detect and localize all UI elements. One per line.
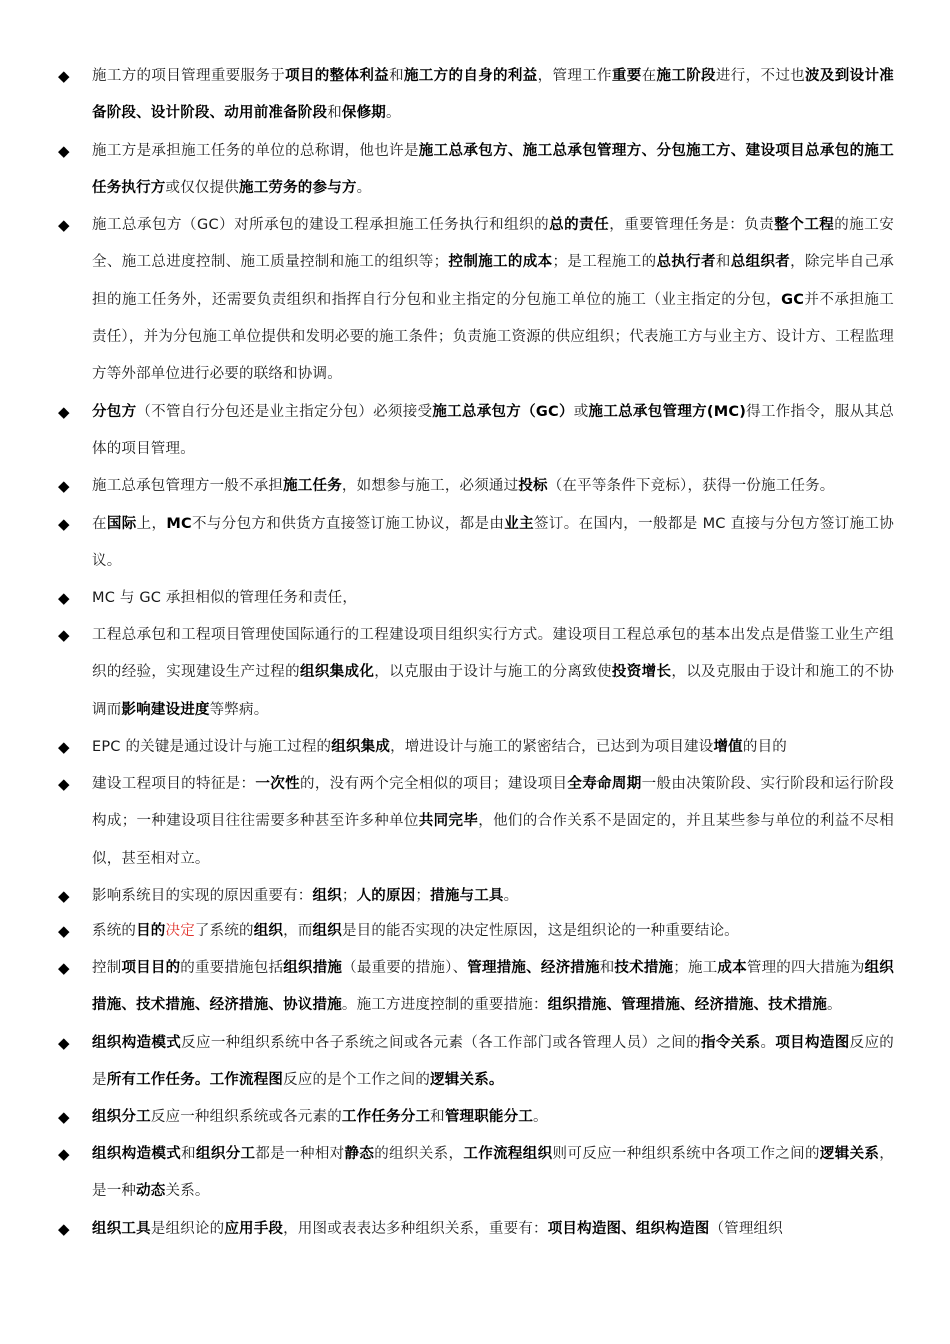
bold-text: 项目构造图	[775, 1034, 850, 1051]
bold-text: 组织集成	[331, 739, 391, 756]
bold-text: 设计准备阶段、设计阶段、动用前准备阶段	[92, 68, 895, 122]
text-run: （最重要的措施）、	[342, 959, 468, 976]
text-run: 管理的四大措施为	[746, 959, 865, 976]
text-run: 上，	[136, 515, 167, 532]
bold-text: 国际	[106, 515, 137, 532]
bold-text: 所有工作任务。工作流程图	[106, 1071, 284, 1088]
list-item	[58, 133, 894, 208]
bold-text: 组织	[253, 922, 284, 939]
bold-text: 动态	[136, 1183, 166, 1200]
bold-text: 施工方的自身的利益	[403, 68, 538, 84]
bold-text: 控制施工的成本	[448, 254, 553, 271]
bold-text: 投标	[518, 478, 548, 495]
list-item	[58, 207, 894, 393]
list-item	[58, 1211, 894, 1248]
text-run: 或仅仅提供	[165, 179, 239, 196]
text-run: ，以及克服由于设计和施工的不协调而	[92, 664, 895, 718]
bold-text: 施工任务	[283, 478, 342, 495]
bold-text: 逻辑关系。	[430, 1071, 504, 1088]
text-run: 和	[430, 1109, 445, 1126]
list-item	[58, 506, 894, 581]
text-run: 和	[327, 105, 342, 122]
text-run: ，他们的合作关系不是固定的，并且某些参与单位的利益不尽相似，甚至相对立。	[92, 813, 894, 867]
text-run: 控制	[92, 959, 122, 976]
list-item	[58, 394, 894, 469]
text-run: 反应一种组织系统中各子系统之间或各元素（各工作部门或各管理人员）之间的	[181, 1034, 702, 1051]
bold-text: 应用手段	[224, 1220, 284, 1237]
diamond-bullet-icon: ◆	[58, 738, 70, 757]
list-item	[58, 766, 894, 878]
text-run: 的组织关系，	[374, 1146, 464, 1163]
bullet-list	[58, 58, 894, 1248]
text-run: ，以克服由于设计与施工的分离致使	[374, 664, 612, 681]
bold-text: 整个工程	[774, 217, 835, 234]
bold-text: 组织构造模式	[92, 1146, 182, 1163]
text-run: 系统的	[92, 922, 137, 939]
bold-text: 组织分工	[195, 1146, 256, 1163]
bold-text: 保修期	[341, 105, 387, 122]
bold-text: 影响建设进度	[121, 701, 210, 718]
bold-text: 施工总承包方（GC）	[432, 403, 574, 420]
list-item	[58, 1025, 894, 1100]
bold-text: 成本	[717, 959, 747, 976]
list-item	[58, 1136, 894, 1211]
diamond-bullet-icon: ◆	[58, 626, 70, 645]
bold-text: 人的原因	[356, 887, 416, 904]
text-run: 施工方的项目管理重要服务于	[92, 68, 286, 84]
text-run: 关系。	[165, 1183, 210, 1200]
bold-text: 施工总承包方、施工总承包管理方、分包施工方、建设项目总承包的施工任务执行方	[92, 142, 894, 196]
text-run: 并不承担施工责任），并为分包施工单位提供和发明必要的施工条件；负责施工资源的供应组织；代表施工方与业主方、设计方、工程监理方等外部单位进行必要的联络和协调。	[92, 291, 894, 383]
diamond-bullet-icon: ◆	[58, 886, 70, 905]
text-run: MC 与 GC 承担相似的管理任务和责任，	[92, 590, 358, 607]
bold-text: 组织构造模式	[92, 1034, 182, 1051]
text-run: 则可反应一种组织系统中各项工作之间的	[552, 1146, 820, 1163]
bold-text: GC	[781, 291, 805, 308]
text-run: （不管自行分包还是业主指定分包）必须接受	[136, 403, 433, 420]
bold-text: 组织措施、管理措施、经济措施、技术措施	[547, 997, 828, 1014]
text-run: 施工总承包管理方一般不承担	[92, 478, 284, 495]
bold-text: 施工阶段	[656, 68, 716, 84]
bold-text: 组织措施、技术措施、经济措施、协议措施	[92, 959, 894, 1014]
text-run: 和	[715, 254, 731, 271]
text-run: （管理组织	[709, 1220, 783, 1237]
text-run: 和	[389, 68, 404, 84]
text-run: ，如想参与施工，必须通过	[341, 478, 519, 495]
diamond-bullet-icon: ◆	[58, 589, 70, 608]
text-run: 。	[386, 105, 401, 122]
diamond-bullet-icon: ◆	[58, 1108, 70, 1127]
diamond-bullet-icon: ◆	[58, 921, 70, 940]
text-run: 的施工安全、施工总进度控制、施工质量控制和施工的组织等；	[92, 217, 894, 271]
bold-text: 组织集成化	[299, 664, 375, 681]
bold-text: 组织工具	[92, 1220, 151, 1237]
bold-text: 管理措施、经济措施	[467, 959, 600, 976]
bold-text: 施工劳务的参与方	[239, 179, 357, 196]
bold-text: 项目目的	[121, 959, 181, 976]
text-run: 反应的是个工作之间的	[283, 1071, 431, 1088]
diamond-bullet-icon: ◆	[58, 1145, 70, 1164]
text-run: ，用图或表表达多种组织关系，重要有：	[283, 1220, 548, 1237]
diamond-bullet-icon: ◆	[58, 67, 70, 85]
bold-text: 分包方	[92, 403, 137, 420]
text-run: 在	[641, 68, 657, 84]
text-run: EPC 的关键是通过设计与施工过程的	[92, 739, 332, 756]
list-item	[58, 468, 894, 505]
text-run: 影响系统目的实现的原因重要有：	[92, 887, 313, 904]
text-run: 。	[827, 997, 842, 1014]
bold-text: 增值	[713, 739, 743, 756]
diamond-bullet-icon: ◆	[58, 477, 70, 496]
list-item	[58, 950, 894, 1025]
diamond-bullet-icon: ◆	[58, 1033, 70, 1052]
bold-text: 施工总承包管理方(MC)	[588, 403, 747, 420]
text-run: ，而	[283, 922, 313, 939]
text-run: ；施工	[673, 959, 718, 976]
bold-text: 重要	[611, 68, 642, 84]
text-run: ，除完毕自己承担的施工任务外，还需要负责组织和指挥自行分包和业主指定的分包施工单位的施工（业主指定的分包，	[92, 254, 894, 308]
text-run: 进行，不过也	[715, 68, 806, 84]
text-run: ，管理工作	[537, 68, 612, 84]
text-run: 。	[760, 1034, 776, 1051]
text-run: 在	[92, 515, 107, 532]
bold-text: 波及到	[805, 68, 850, 84]
text-run: ，重要管理任务是：负责	[609, 217, 775, 234]
bold-text: 总组织者	[730, 254, 791, 271]
text-run: 。施工方进度控制的重要措施：	[341, 997, 548, 1014]
list-item	[58, 880, 894, 913]
diamond-bullet-icon: ◆	[58, 514, 70, 533]
text-run: 反应一种组织系统或各元素的	[150, 1109, 342, 1126]
diamond-bullet-icon: ◆	[58, 775, 70, 794]
text-run: 的目的	[742, 739, 787, 756]
bold-text: 总执行者	[656, 254, 716, 271]
text-run: ；	[415, 887, 431, 904]
bold-text: 投资增长	[611, 664, 672, 681]
text-run: 工程总承包和工程项目管理使国际通行的工程建设项目组织实行方式。建设项目工程总承包的基本出发点是借鉴工业生产组织的经验，实现建设生产过程的	[92, 627, 894, 681]
bold-text: 指令关系	[701, 1034, 761, 1051]
text-run: 施工总承包方（GC）对所承包的建设工程承担施工任务执行和组织的	[92, 217, 550, 234]
text-run: 是目的能否实现的决定性原因，这是组织论的一种重要结论。	[341, 922, 739, 939]
list-item	[58, 731, 894, 764]
bold-text: 共同完毕	[418, 813, 479, 830]
text-run: 了系统的	[194, 922, 254, 939]
text-run: 等弊病。	[209, 701, 269, 718]
text-run: 得工作指令，服从其总体的项目管理。	[92, 403, 895, 457]
bold-text: 工作流程组织	[463, 1146, 553, 1163]
highlight-text: 决定	[165, 922, 195, 939]
text-run: 和	[181, 1146, 196, 1163]
bold-text: 一次性	[255, 776, 300, 793]
text-run: ；	[341, 887, 357, 904]
text-run: 的，没有两个完全相似的项目；建设项目	[299, 776, 568, 793]
bold-text: 逻辑关系	[819, 1146, 880, 1163]
text-run: 不与分包方和供货方直接签订施工协议，都是由	[191, 515, 505, 532]
text-run: 建设工程项目的特征是：	[92, 776, 256, 793]
text-run: 施工方是承担施工任务的单位的总称谓，他也许是	[92, 142, 419, 159]
text-run: 。	[503, 887, 519, 904]
text-run: 。	[356, 179, 372, 196]
bold-text: 全寿命周期	[567, 776, 642, 793]
text-run: ，增进设计与施工的紧密结合，已达到为项目建设	[390, 739, 714, 756]
diamond-bullet-icon: ◆	[58, 141, 70, 160]
bold-text: 工作任务分工	[341, 1109, 431, 1126]
bold-text: 组织	[312, 922, 342, 939]
list-item	[58, 617, 894, 729]
diamond-bullet-icon: ◆	[58, 216, 70, 235]
bold-text: 技术措施	[614, 959, 674, 976]
list-item	[58, 1101, 894, 1134]
bold-text: 总的责任	[549, 217, 610, 234]
list-item	[58, 915, 894, 948]
list-item	[58, 58, 894, 133]
bold-text: 项目构造图、组织构造图	[547, 1220, 710, 1237]
text-run: ；是工程施工的	[552, 254, 657, 271]
list-item	[58, 582, 894, 615]
bold-text: 管理职能分工	[444, 1109, 534, 1126]
bold-text: 组织	[312, 887, 342, 904]
text-run: 反应的是	[92, 1034, 895, 1088]
text-run: ，是一种	[92, 1146, 894, 1200]
text-run: 和	[599, 959, 615, 976]
text-run: 。	[533, 1109, 548, 1126]
text-run: 一般由决策阶段、实行阶段和运行阶段构成；一种建设项目往往需要多种甚至许多种单位	[92, 776, 894, 830]
bold-text: 业主	[504, 515, 535, 532]
text-run: 签订。在国内，一般都是 MC 直接与分包方签订施工协议。	[92, 515, 895, 569]
diamond-bullet-icon: ◆	[58, 958, 70, 977]
bold-text: 项目的整体利益	[285, 68, 390, 84]
text-run: 的重要措施包括	[180, 959, 284, 976]
bold-text: 目的	[136, 922, 166, 939]
text-run: 或	[573, 403, 589, 420]
bold-text: 组织分工	[92, 1109, 151, 1126]
text-run: 是组织论的	[150, 1220, 225, 1237]
text-run: （在平等条件下竞标），获得一份施工任务。	[547, 478, 835, 495]
bold-text: 措施与工具	[430, 887, 504, 904]
bold-text: 组织措施	[283, 959, 343, 976]
text-run: 都是一种相对	[255, 1146, 345, 1163]
diamond-bullet-icon: ◆	[58, 1219, 70, 1238]
diamond-bullet-icon: ◆	[58, 402, 70, 421]
bold-text: 静态	[344, 1146, 375, 1163]
bold-text: MC	[166, 515, 192, 532]
